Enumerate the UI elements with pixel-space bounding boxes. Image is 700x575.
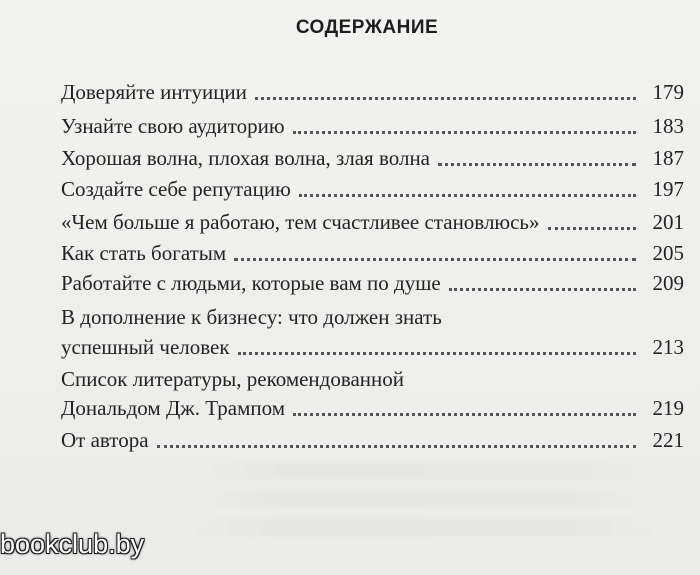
toc-entry-title: Узнайте свою аудиторию: [61, 114, 285, 138]
toc-entry-page: 205: [652, 241, 684, 265]
toc-entry-title: Хорошая волна, плохая волна, злая волна: [61, 146, 430, 170]
toc-entry-page: 179: [652, 80, 684, 104]
dot-leader: [255, 91, 636, 100]
toc-entry-title: «Чем больше я работаю, тем счастливее становлюсь»: [61, 210, 540, 234]
toc-entry-title: Доверяйте интуиции: [61, 80, 247, 104]
dot-leader: [299, 188, 636, 197]
toc-entry: [61, 174, 684, 202]
toc-entry: [61, 143, 684, 171]
watermark-logo: bookclub.by: [0, 529, 145, 559]
page-title: СОДЕРЖАНИЕ: [295, 17, 439, 38]
toc-entry: [61, 238, 684, 266]
toc-entry: [61, 111, 684, 139]
toc-entry: [61, 425, 684, 453]
toc-entry-page: 201: [652, 210, 684, 234]
toc-entry: [61, 77, 684, 105]
toc-entry-line2: [61, 393, 684, 421]
toc-entry-title: В дополнение к бизнесу: что должен знать: [61, 305, 442, 329]
toc-entry-line1: [61, 302, 442, 330]
dot-leader: [449, 282, 636, 291]
bleed-through: [190, 462, 660, 480]
toc-entry-page: 209: [652, 271, 684, 295]
toc-entry-title: Список литературы, рекомендованной: [61, 367, 405, 391]
toc-entry-page: 197: [652, 177, 684, 201]
dot-leader: [293, 125, 636, 134]
bleed-through: [190, 518, 660, 536]
toc-entry-page: 219: [652, 396, 684, 420]
toc-entry-title: Как стать богатым: [61, 241, 227, 265]
toc-entry: [61, 268, 684, 296]
toc-entry-line1: [61, 364, 404, 392]
toc-entry-line2: [61, 332, 684, 360]
toc-entry: [61, 207, 684, 235]
toc-entry-title-cont: Дональдом Дж. Трампом: [61, 396, 286, 420]
bleed-through: [190, 490, 660, 508]
dot-leader: [293, 407, 636, 416]
dot-leader: [157, 439, 636, 448]
toc-entry-title: От автора: [61, 428, 149, 452]
dot-leader: [238, 346, 636, 355]
toc-entry-page: 183: [652, 114, 684, 138]
toc-entry-page: 221: [652, 428, 684, 452]
dot-leader: [438, 157, 636, 166]
toc-entry-title: Работайте с людьми, которые вам по душе: [61, 271, 441, 295]
toc-entry-title-cont: успешный человек: [61, 335, 230, 359]
toc-entry-page: 187: [652, 146, 684, 170]
dot-leader: [548, 221, 636, 230]
toc-entry-page: 213: [652, 335, 684, 359]
toc-entry-title: Создайте себе репутацию: [61, 177, 291, 201]
dot-leader: [234, 252, 636, 261]
